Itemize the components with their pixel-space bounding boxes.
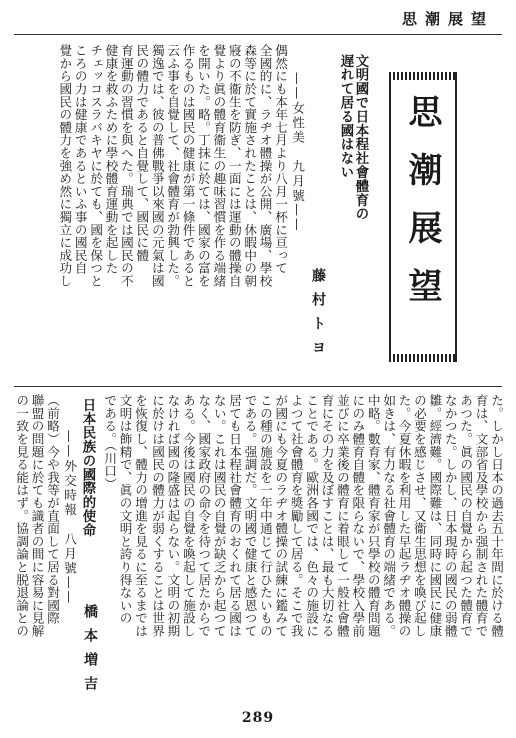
article2-heading: 日本民族の國際的使命 xyxy=(80,398,95,537)
middle-rule xyxy=(14,386,502,387)
article2-author: 橋本増吉 xyxy=(82,604,98,700)
running-head: 思潮展望 xyxy=(401,10,494,28)
article1-body-top: 偶然にも本年七月より八月一杯に亘って 全國的に、ラヂオ體操が公開、廣場、學校 森等に於て實施されたことは、休暇中の朝 寢の不衞生を防ぎ、一面には運動の體操自 覺より眞の體育衞生の趣味習慣を作る端緒 を開いた。略。丁抹に於ては、國家の富を 作るものは國民の健康が第一條件であると 云ふ事を自覺して、社會體育が勃興した。 獨逸では、彼の普佛戰爭以來國の元氣は國 民の體力であると自覺して、國民に體 育運動の習慣を與へた。瑞典では國民の不 健康を救ふために學校體育運動を起した チェッコスラバキヤに於ても、國を保つと ころの力は健康であるといふ事の國民自 覺から國民の體力を強め然に獨立に成功し xyxy=(57,44,288,288)
top-rule xyxy=(14,34,502,35)
article1-author: 藤村トヨ xyxy=(310,268,326,364)
article2-body: （前略）今や我等が直面して居る對國際 聯盟の問題に於ても識者の間に容易に見解 の一致を見る能はず。協調論と脱退論との xyxy=(14,394,60,638)
article1-heading: 文明國で日本程社會體育の 遅れて居る國はない xyxy=(338,54,368,221)
magazine-title: 思潮展望 xyxy=(402,94,442,326)
page-number: 289 xyxy=(241,710,275,726)
article2-tail: を恢復し、體力の增進を見るに至るまでは 文明は飾精で、眞の文明と誇り得ないの である。（川口） xyxy=(102,394,148,638)
article2-byline: ——外交時報 八月號—— xyxy=(62,430,77,606)
article1-byline: ——女性美 九月號—— xyxy=(290,72,305,233)
article1-body-bottom: た。しかし日本の過去五十年間に於ける體 育は、文部省及學校から强制された體育で あつた。眞の國民の自覺から起つた體育で なかつた。しかし、日本現時の國民の弱體 雛。經濟難。國際難は、同時に國民に健康 の必要を感じさせ、又衞生思想を喚び起し た。今夏休暇を利用した早起ラヂオ體操の 如きは、有力なる社會體育の端緒である。 中略。數育家、體育家が只學校の體育問題 にのみ體育自體を限らないで、學校入學前 並びに卒業後の體育に着眼して一般社會體 育にその力を及ぼすことは、最も大切なる ことである。歐洲各國では、色々の施設に よつて社會體育を獎勵して居る。そこで我 が國にも今夏のラヂオ體操の試練に鑑みて この種の施設を一年中通じて行ひたいもの である。强調だ。文明國で健康と感恩つて 居ても日本程社會體育のおくれて居る國は ない。これは國民の自覺が缺乏から起つて なく、國家政府の命令を待つて居たからで ある。今後は國民の自覺を喚起して施設し なければ國の隆盛は起らない。文明の初期 に於けは國民の體力が弱くすることは世界 xyxy=(150,394,504,638)
